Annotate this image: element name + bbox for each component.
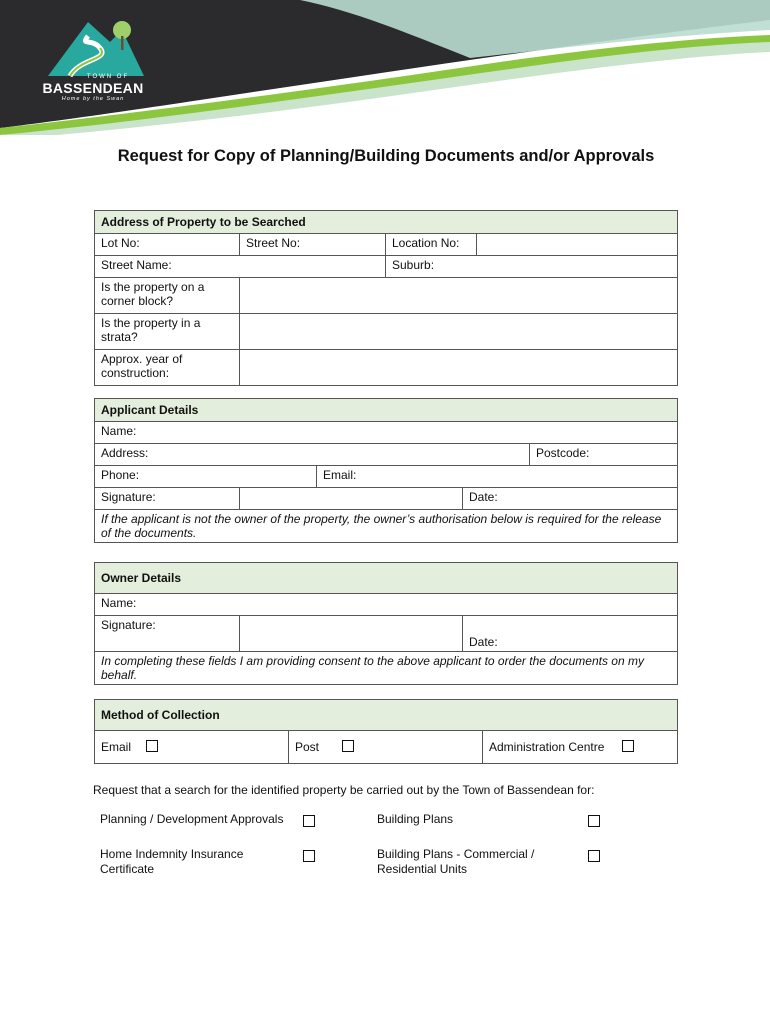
applicant-date-field[interactable]: Date: (463, 488, 678, 510)
applicant-note: If the applicant is not the owner of the property, the owner’s authorisation below is required for the release of the documents. (95, 510, 678, 543)
owner-name-field[interactable]: Name: (95, 594, 678, 616)
header-banner (0, 0, 770, 135)
lot-no-field[interactable]: Lot No: (95, 234, 240, 256)
corner-block-field[interactable] (240, 278, 678, 314)
property-table (94, 210, 678, 386)
option-planning-checkbox[interactable] (303, 815, 315, 827)
collection-email-label: Email (101, 740, 132, 754)
option-building-plans-checkbox[interactable] (588, 815, 600, 827)
collection-admin-checkbox[interactable] (622, 740, 634, 752)
applicant-name-field[interactable]: Name: (95, 422, 678, 444)
applicant-signature-label: Signature: (95, 488, 240, 510)
logo-tagline: Home by the Swan (61, 96, 125, 102)
street-name-field[interactable]: Street Name: (95, 256, 386, 278)
collection-post-checkbox[interactable] (342, 740, 354, 752)
owner-signature-label: Signature: (95, 616, 240, 652)
option-building-commercial-label: Building Plans - Commercial / Residential Units (377, 847, 535, 876)
page-title: Request for Copy of Planning/Building Documents and/or Approvals (117, 147, 655, 165)
suburb-field[interactable]: Suburb: (386, 256, 678, 278)
collection-post-option[interactable] (289, 731, 483, 764)
collection-post-label: Post (295, 740, 320, 754)
collection-email-checkbox[interactable] (146, 740, 158, 752)
applicant-phone-field[interactable]: Phone: (95, 466, 317, 488)
applicant-postcode-field[interactable]: Postcode: (530, 444, 678, 466)
year-label: Approx. year of construction: (95, 350, 240, 386)
option-home-indemnity-checkbox[interactable] (303, 850, 315, 862)
applicant-signature-field[interactable] (240, 488, 463, 510)
option-building-commercial-checkbox[interactable] (588, 850, 600, 862)
location-no-field[interactable] (477, 234, 678, 256)
owner-date-field[interactable]: Date: (463, 616, 678, 652)
street-no-field[interactable]: Street No: (240, 234, 386, 256)
applicant-heading: Applicant Details (95, 399, 678, 422)
request-intro: Request that a search for the identified property be carried out by the Town of Bassendean for: (93, 783, 595, 797)
bassendean-logo (40, 8, 150, 80)
collection-email-option[interactable] (95, 731, 289, 764)
option-planning-label: Planning / Development Approvals (100, 812, 284, 826)
owner-signature-field[interactable] (240, 616, 463, 652)
collection-table (94, 699, 678, 764)
option-building-plans-label: Building Plans (377, 812, 454, 826)
option-home-indemnity-label: Home Indemnity Insurance Certificate (100, 847, 244, 876)
collection-admin-option[interactable] (483, 731, 678, 764)
applicant-table (94, 398, 678, 543)
collection-heading: Method of Collection (95, 700, 678, 731)
property-heading: Address of Property to be Searched (95, 211, 678, 234)
year-field[interactable] (240, 350, 678, 386)
owner-table (94, 562, 678, 685)
applicant-address-field[interactable]: Address: (95, 444, 530, 466)
strata-field[interactable] (240, 314, 678, 350)
corner-block-label: Is the property on a corner block? (95, 278, 240, 314)
owner-note: In completing these fields I am providing consent to the above applicant to order the documents on my behalf. (95, 652, 678, 685)
logo-town-of: TOWN OF (86, 74, 130, 80)
applicant-email-field[interactable]: Email: (317, 466, 678, 488)
collection-admin-label: Administration Centre (489, 740, 605, 754)
location-no-label: Location No: (386, 234, 477, 256)
owner-heading: Owner Details (95, 563, 678, 594)
logo-name: BASSENDEAN (42, 80, 144, 96)
strata-label: Is the property in a strata? (95, 314, 240, 350)
